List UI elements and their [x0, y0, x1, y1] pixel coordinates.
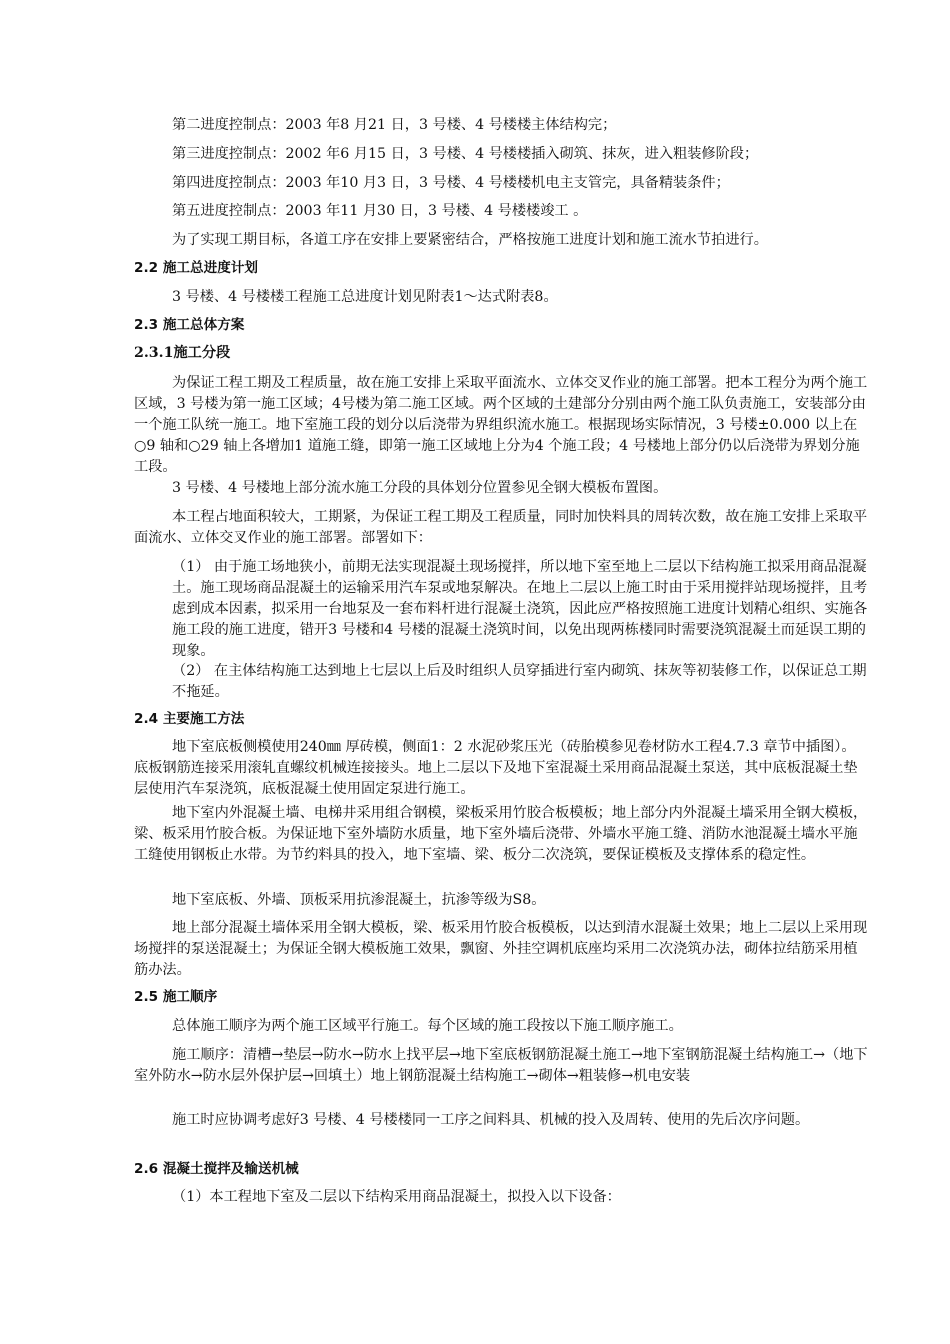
paragraph-formwork: 地下室内外混凝土墙、电梯井采用组合钢模，梁板采用竹胶合板模板；地上部分内外混凝土墙采用全钢大模板，梁、板采用竹胶合板。为保证地下室外墙防水质量，地下室外墙后浇带、外墙水平施工缝、消防水池混凝土墙水平施工缝使用钢板止水带。为节约料具的投入，地下室墙、梁、板分二次浇筑，要保证模板及支撑体系的稳定性。 [134, 805, 868, 863]
paragraph-item-1: （1） 由于施工场地狭小，前期无法实现混凝土现场搅拌，所以地下室至地上二层以下结构施工拟采用商品混凝土。施工现场商品混凝土的运输采用汽车泵或地泵解决。在地上二层以上施工时由于采用搅拌站现场搅拌，且考虑到成本因素，拟采用一台地泵及一套布料杆进行混凝土浇筑，因此应严格按照施工进度计划精心组织、实施各施工段的施工进度，错开3 号楼和4 号楼的混凝土浇筑时间，以免出现两栋楼同时需要浇筑混凝土而延误工期的现象。 [172, 559, 868, 659]
paragraph-impermeable-concrete: 地下室底板、外墙、顶板采用抗渗混凝土，抗渗等级为S8。 [172, 892, 546, 908]
section-heading-2-3-1: 2.3.1施工分段 [134, 345, 231, 361]
paragraph-item-2: （2） 在主体结构施工达到地上七层以上后及时组织人员穿插进行室内砌筑、抹灰等初装修工作，以保证总工期不拖延。 [172, 663, 867, 700]
section-heading-2-3: 2.3 施工总体方案 [134, 317, 245, 333]
section-heading-2-5: 2.5 施工顺序 [134, 989, 218, 1005]
paragraph-coordination: 施工时应协调考虑好3 号楼、4 号楼楼同一工序之间料具、机械的投入及周转、使用的先后次序问题。 [172, 1112, 810, 1128]
paragraph-basement-slab: 地下室底板侧模使用240㎜ 厚砖模，侧面1：2 水泥砂浆压光（砖胎模参见卷材防水工程4.7.3 章节中插图）。底板钢筋连接采用滚轧直螺纹机械连接接头。地上二层以下及地下室混凝土采用商品混凝土泵送，其中底板混凝土垫层使用汽车泵浇筑，底板混凝土使用固定泵进行施工。 [134, 739, 858, 797]
paragraph-milestone-3: 第三进度控制点：2002 年6 月15 日，3 号楼、4 号楼楼插入砌筑、抹灰，进入粗装修阶段； [172, 146, 759, 162]
paragraph-formwork-reference: 3 号楼、4 号楼地上部分流水施工分段的具体划分位置参见全钢大模板布置图。 [172, 480, 668, 496]
section-heading-2-6: 2.6 混凝土搅拌及输送机械 [134, 1161, 299, 1177]
paragraph-equipment: （1）本工程地下室及二层以下结构采用商品混凝土，拟投入以下设备： [172, 1189, 621, 1205]
paragraph-master-schedule: 3 号楼、4 号楼楼工程施工总进度计划见附表1～达式附表8。 [172, 289, 558, 305]
paragraph-milestone-4: 第四进度控制点：2003 年10 月3 日，3 号楼、4 号楼楼机电主支管完，具备精装条件； [172, 175, 730, 191]
paragraph-sequence-steps: 施工顺序：清槽→垫层→防水→防水上找平层→地下室底板钢筋混凝土施工→地下室钢筋混凝土结构施工→（地下室外防水→防水层外保护层→回填土）地上钢筋混凝土结构施工→砌体→粗装修→机电安装 [134, 1047, 868, 1084]
paragraph-deployment: 本工程占地面积较大，工期紧，为保证工程工期及工程质量，同时加快料具的周转次数，故在施工安排上采取平面流水、立体交叉作业的施工部署。部署如下： [134, 509, 868, 546]
section-heading-2-2: 2.2 施工总进度计划 [134, 260, 258, 276]
paragraph-above-ground: 地上部分混凝土墙体采用全钢大模板，梁、板采用竹胶合板模板，以达到清水混凝土效果；地上二层以上采用现场搅拌的泵送混凝土；为保证全钢大模板施工效果，飘窗、外挂空调机底座均采用二次浇筑办法，砌体拉结筋采用植筋办法。 [134, 920, 868, 978]
section-heading-2-4: 2.4 主要施工方法 [134, 711, 245, 727]
paragraph-construction-zones: 为保证工程工期及工程质量，故在施工安排上采取平面流水、立体交叉作业的施工部署。把本工程分为两个施工区域，3 号楼为第一施工区域；4号楼为第二施工区域。两个区域的土建部分分别由两个施工队负责施工，安装部分由一个施工队统一施工。地下室施工段的划分以后浇带为界组织流水施工。根据现场实际情况，3 号楼±0.000 以上在○9 轴和○29 轴上各增加1 道施工缝，即第一施工区域地上分为4 个施工段；4 号楼地上部分仍以后浇带为界划分施工段。 [134, 375, 868, 475]
paragraph-schedule-goal: 为了实现工期目标，各道工序在安排上要紧密结合，严格按施工进度计划和施工流水节拍进行。 [172, 232, 768, 248]
paragraph-milestone-2: 第二进度控制点：2003 年8 月21 日，3 号楼、4 号楼楼主体结构完； [172, 117, 617, 133]
paragraph-milestone-5: 第五进度控制点：2003 年11 月30 日，3 号楼、4 号楼楼竣工 。 [172, 203, 588, 219]
paragraph-overall-sequence: 总体施工顺序为两个施工区域平行施工。每个区域的施工段按以下施工顺序施工。 [172, 1018, 683, 1034]
